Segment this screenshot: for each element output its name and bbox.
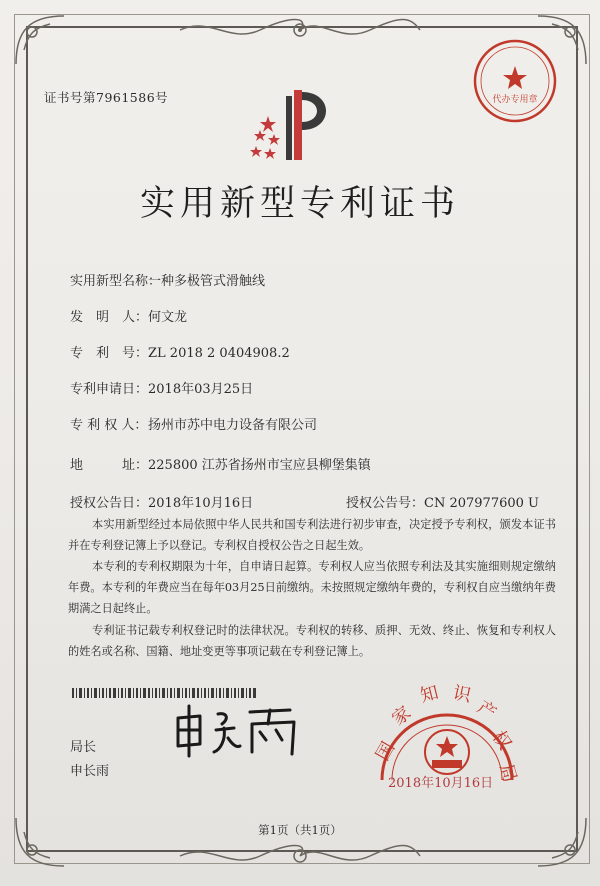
- certificate-number: 证书号第7961586号: [44, 90, 169, 105]
- field-value: 一种多极管式滑触线: [148, 274, 266, 289]
- agent-stamp: [472, 38, 558, 124]
- paragraph-grant-statement: 本实用新型经过本局依照中华人民共和国专利法进行初步审查，决定授予专利权，颁发本证书并在专利登记簿上予以登记。专利权自授权公告之日起生效。: [68, 518, 556, 552]
- field-label: 授权公告日：: [70, 496, 149, 511]
- official-seal: [372, 674, 522, 786]
- seal-date: 2018年10月16日: [388, 776, 494, 791]
- svg-text:识: 识: [450, 682, 473, 707]
- svg-text:知: 知: [418, 682, 441, 707]
- field-patent-number: [70, 342, 290, 361]
- field-grant-number: [346, 492, 539, 511]
- field-value: 225800 江苏省扬州市宝应县柳堡集镇: [148, 458, 371, 473]
- corner-ornament-bottom-right: [532, 812, 592, 872]
- field-patentee: [70, 414, 317, 433]
- field-filing-date: [70, 378, 253, 397]
- director-name: 申长雨: [70, 764, 110, 779]
- field-label: 地 址：: [70, 458, 149, 473]
- patent-office-emblem: [246, 86, 336, 166]
- director-handwritten-signature: [170, 700, 310, 760]
- corner-ornament-bottom-left: [10, 812, 70, 872]
- field-value: 2018年10月16日: [148, 496, 254, 511]
- field-value: CN 207977600 U: [424, 496, 539, 511]
- field-value: 何文龙: [148, 310, 188, 325]
- field-label: 发 明 人：: [70, 310, 149, 325]
- field-value: ZL 2018 2 0404908.2: [148, 346, 290, 361]
- paragraph-term-and-fees: 本专利的专利权期限为十年，自申请日起算。专利权人应当依照专利法及其实施细则规定缴纳年费。本专利的年费应当在每年03月25日前缴纳。未按照规定缴纳年费的，专利权自应当缴纳年费期满之日起终止。: [68, 560, 556, 615]
- field-grant-date: [70, 492, 253, 511]
- field-value: 2018年03月25日: [148, 382, 254, 397]
- director-title: 局长: [70, 740, 97, 755]
- svg-text:国: 国: [372, 738, 400, 765]
- field-label: 专 利 权 人：: [70, 418, 148, 433]
- field-utility-model-name: [70, 270, 265, 289]
- svg-text:产: 产: [473, 696, 500, 725]
- field-label: 专利申请日：: [70, 382, 149, 397]
- corner-ornament-top-left: [10, 10, 70, 70]
- barcode: [72, 688, 256, 698]
- field-value: 扬州市苏中电力设备有限公司: [148, 418, 318, 433]
- svg-text:权: 权: [487, 727, 516, 754]
- paragraph-legal-status: 专利证书记载专利权登记时的法律状况。专利权的转移、质押、无效、终止、恢复和专利权人的姓名或名称、国籍、地址变更等事项记载在专利登记簿上。: [68, 624, 556, 658]
- page-number: 第1页（共1页）: [258, 823, 342, 837]
- bottom-ornament: [170, 842, 430, 870]
- svg-text:家: 家: [388, 702, 416, 730]
- certificate-title: 实用新型专利证书: [139, 184, 460, 224]
- top-ornament: [170, 16, 430, 44]
- field-label: 实用新型名称：: [70, 274, 162, 289]
- field-inventor: [70, 306, 187, 325]
- field-label: 授权公告号：: [346, 496, 425, 511]
- svg-text:局: 局: [495, 761, 521, 785]
- field-address: [70, 454, 371, 473]
- svg-text:代办专用章: 代办专用章: [492, 95, 538, 105]
- field-label: 专 利 号：: [70, 346, 149, 361]
